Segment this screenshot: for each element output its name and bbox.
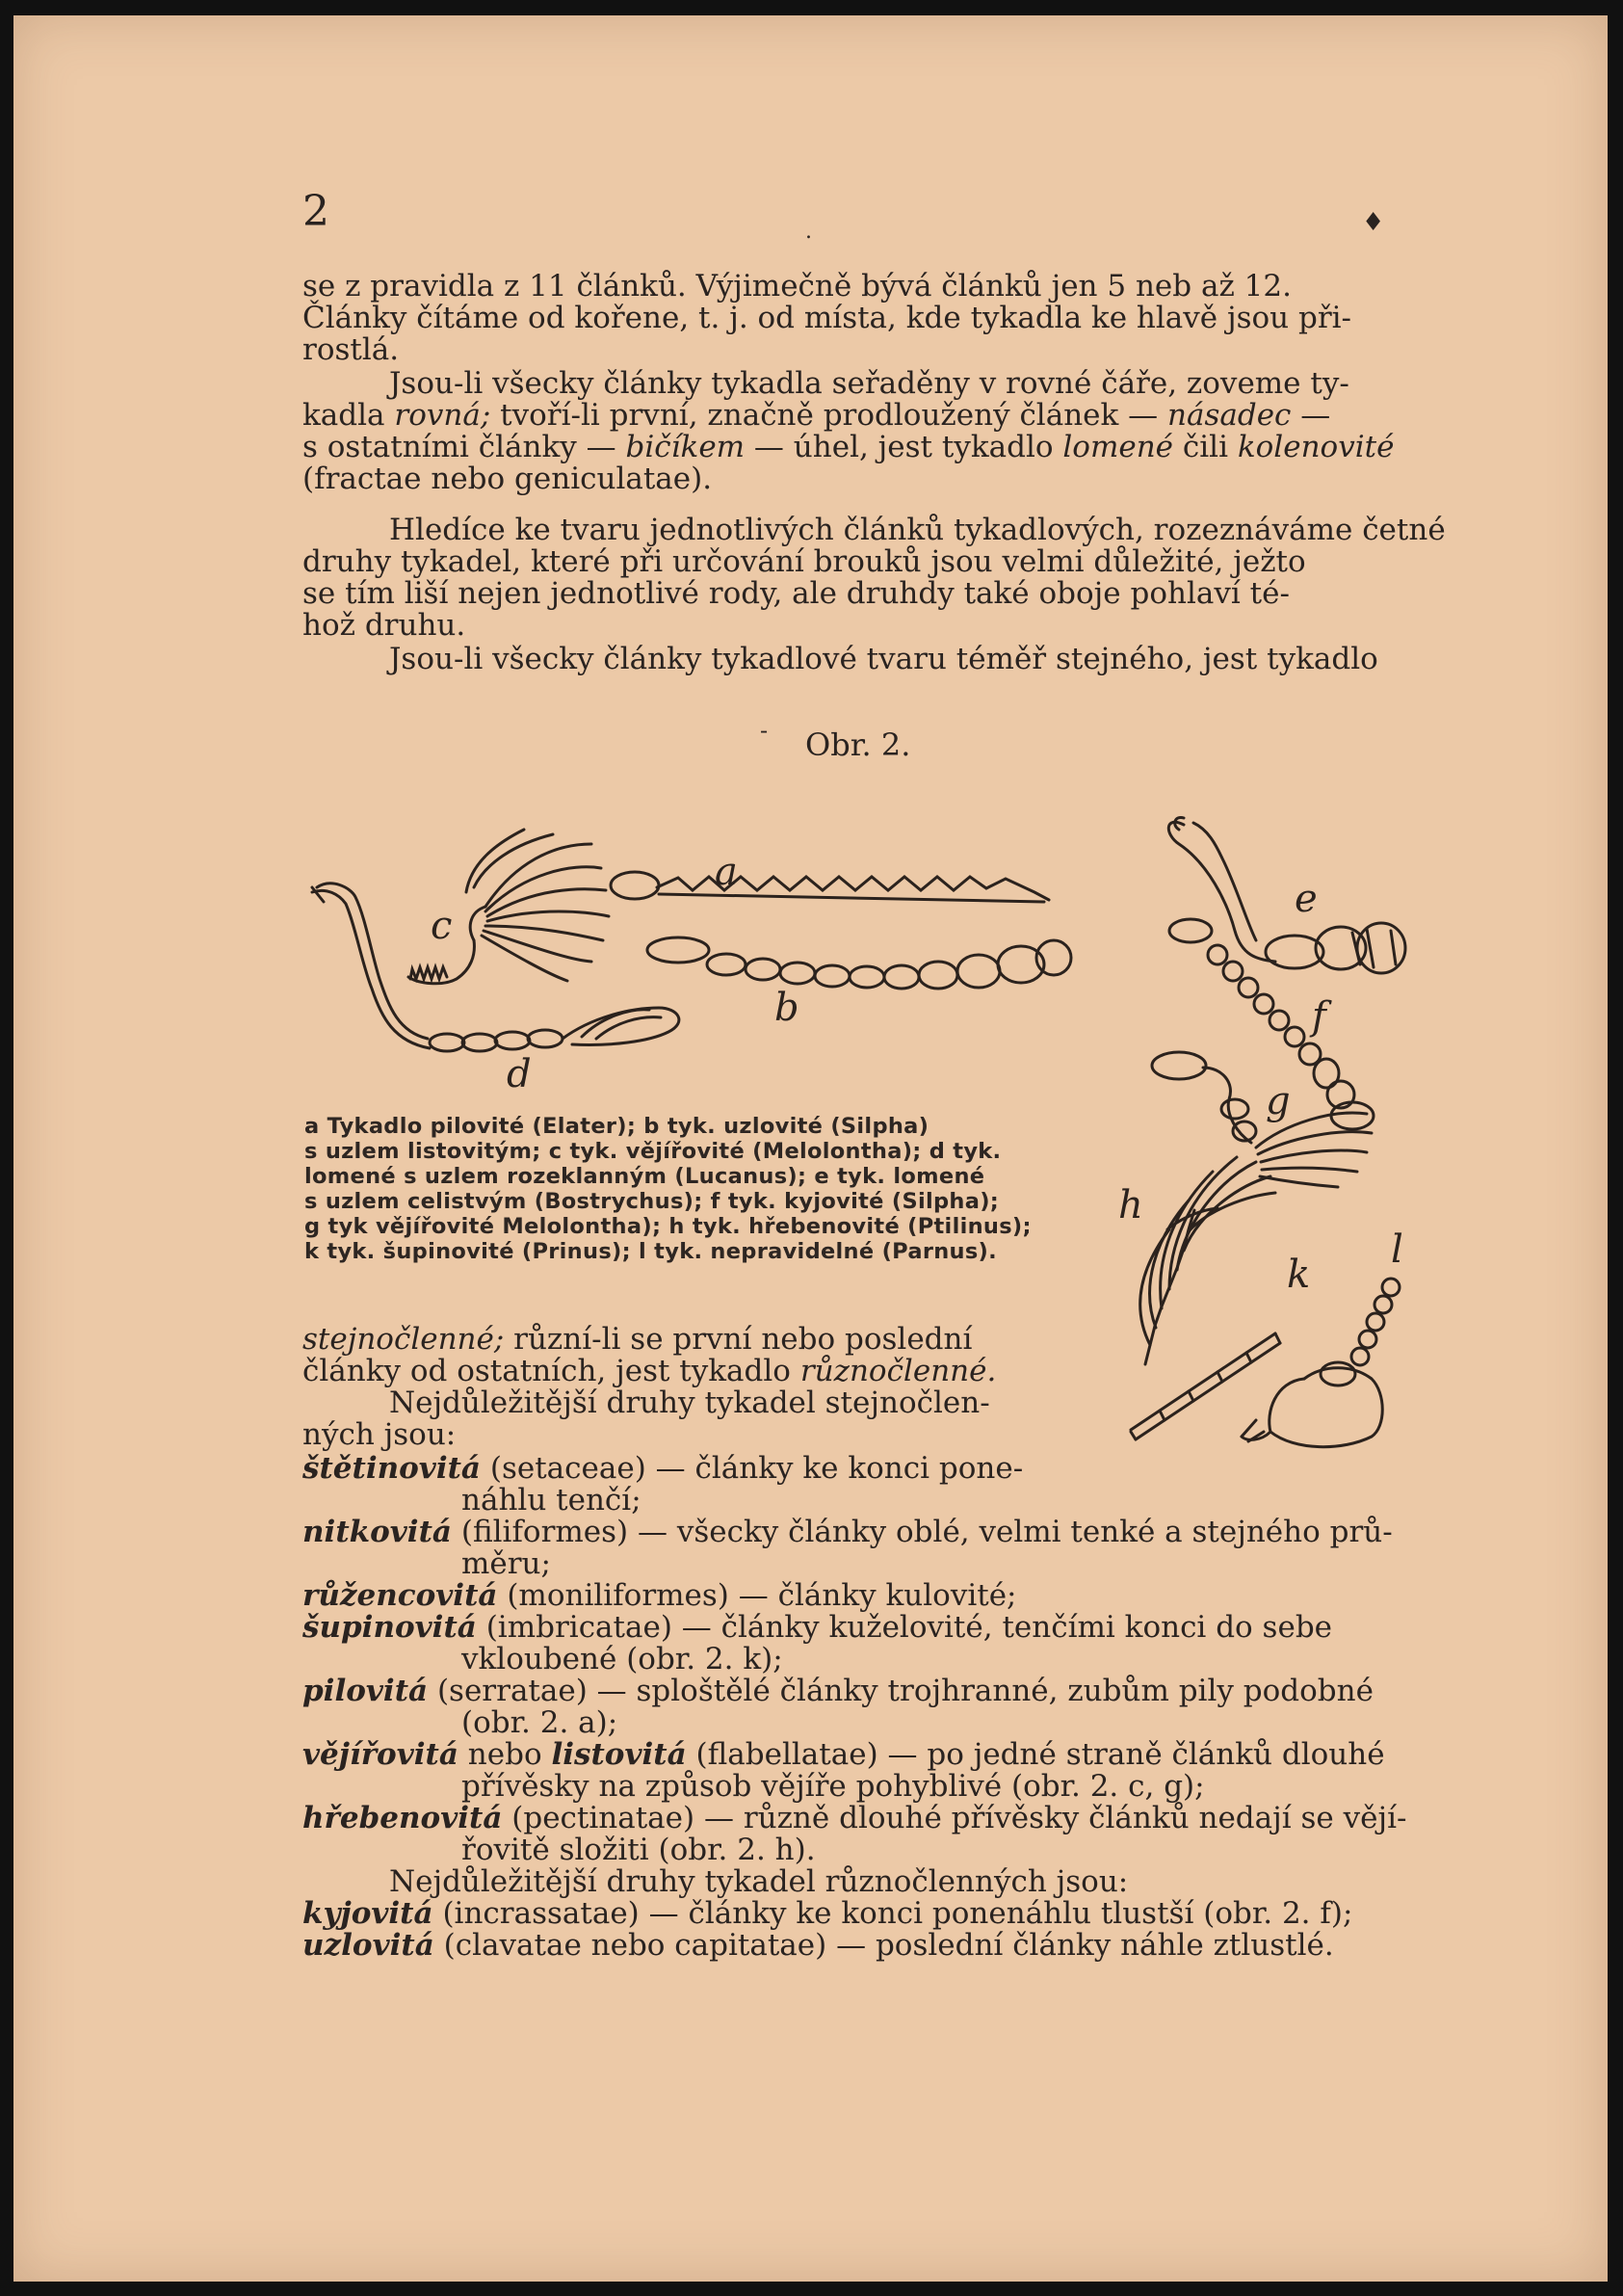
label-e: e (1295, 877, 1318, 921)
text-line: Jsou-li všecky články tykadla seřaděny v rovné čáře, zoveme ty- (389, 366, 1349, 401)
caption-line: s uzlem celistvým (Bostrychus); f tyk. kyjovité (Silpha); (304, 1189, 1000, 1214)
antenna-l-drawing (1242, 1279, 1400, 1447)
narrow-paragraph (302, 1324, 1063, 1451)
label-h: h (1118, 1183, 1143, 1227)
antenna-e-drawing (1168, 817, 1405, 973)
term-pectinatae: hřebenovitá (pectinatae) — různě dlouhé přívěsky článků nedají se vějí- (302, 1801, 1407, 1835)
book-page (13, 15, 1608, 2282)
text-line: Články čítáme od kořene, t. j. od místa, kde tykadla ke hlavě jsou při- (302, 301, 1352, 335)
term-continuation: řovitě složiti (obr. 2. h). (461, 1833, 816, 1867)
term-serratae: pilovitá (serratae) — sploštělé články trojhranné, zubům pily podobné (302, 1674, 1374, 1708)
figure-tick-mark: - (760, 717, 769, 744)
term-continuation: (obr. 2. a); (461, 1705, 618, 1740)
figure-caption (304, 1114, 1075, 1264)
term-setaceae: štětinovitá (setaceae) — články ke konci pone- (302, 1451, 1024, 1486)
text-line: Hledíce ke tvaru jednotlivých článků tykadlových, rozeznáváme četné (389, 513, 1446, 547)
label-a: a (715, 850, 738, 894)
text-line: rostlá. (302, 332, 400, 367)
text-line: články od ostatních, jest tykadlo různočlenné. (302, 1354, 997, 1388)
label-g: g (1266, 1079, 1291, 1123)
uniform-types-list (302, 1453, 1420, 1962)
antenna-k-drawing (1131, 1333, 1280, 1439)
text-line: Nejdůležitější druhy tykadel stejnočlen- (389, 1386, 990, 1420)
label-d: d (507, 1052, 532, 1096)
stray-dot: . (805, 220, 812, 244)
ornament-mark: ♦ (1362, 208, 1385, 237)
caption-line: lomené s uzlem rozeklanným (Lucanus); e tyk. lomené (304, 1164, 985, 1189)
text-line: ných jsou: (302, 1417, 457, 1452)
term-continuation: měru; (461, 1546, 551, 1581)
antenna-a-drawing (611, 872, 1049, 902)
term-flabellatae: vějířovitá nebo listovitá (flabellatae) — po jedné straně článků dlouhé (302, 1737, 1385, 1772)
figure-title: Obr. 2. (805, 726, 911, 763)
term-continuation: náhlu tenčí; (461, 1483, 641, 1517)
caption-line: g tyk vějířovité Melolontha); h tyk. hřebenovité (Ptilinus); (304, 1214, 1032, 1239)
text-line: s ostatními články — bičíkem — úhel, jest tykadlo lomené čili kolenovité (302, 430, 1395, 464)
term-filiformes: nitkovitá (filiformes) — všecky články oblé, velmi tenké a stejného prů- (302, 1515, 1393, 1549)
term-continuation: vkloubené (obr. 2. k); (461, 1642, 783, 1676)
page-number: 2 (302, 187, 329, 236)
term-clavatae: uzlovitá (clavatae nebo capitatae) — poslední články náhle ztlustlé. (302, 1928, 1334, 1963)
caption-line: a Tykadlo pilovité (Elater); b tyk. uzlovité (Silpha) (304, 1114, 929, 1139)
text-line: kadla rovná; tvoří-li první, značně prodloužený článek — násadec — (302, 398, 1331, 433)
term-continuation: přívěsky na způsob vějíře pohyblivé (obr. 2. c, g); (461, 1769, 1205, 1804)
antenna-h-drawing (1140, 1157, 1275, 1364)
label-b: b (774, 986, 799, 1030)
text-line: se tím liší nejen jednotlivé rody, ale druhdy také oboje pohlaví té- (302, 576, 1290, 611)
caption-line: s uzlem listovitým; c tyk. vějířovité (Melolontha); d tyk. (304, 1139, 1002, 1164)
closing-heading: Nejdůležitější druhy tykadel různočlenných jsou: (389, 1864, 1129, 1899)
antenna-d-drawing (312, 884, 679, 1051)
text-line: druhy tykadel, které při určování brouků jsou velmi důležité, ježto (302, 544, 1306, 579)
term-imbricatae: šupinovitá (imbricatae) — články kuželovité, tenčími konci do sebe (302, 1610, 1333, 1645)
caption-line: k tyk. šupinovité (Prinus); l tyk. nepravidelné (Parnus). (304, 1239, 997, 1264)
antenna-figure (13, 15, 1608, 1518)
antenna-b-drawing (647, 937, 1071, 989)
label-c: c (431, 904, 453, 948)
label-f: f (1312, 994, 1326, 1039)
text-line: (fractae nebo geniculatae). (302, 462, 713, 496)
text-line: Jsou-li všecky články tykadlové tvaru téměř stejného, jest tykadlo (389, 642, 1378, 676)
term-incrassatae: kyjovitá (incrassatae) — články ke konci ponenáhlu tlustší (obr. 2. f); (302, 1896, 1353, 1931)
text-line: stejnočlenné; různí-li se první nebo poslední (302, 1322, 973, 1357)
text-line: se z pravidla z 11 článků. Výjimečně bývá článků jen 5 neb až 12. (302, 269, 1292, 303)
text-line: hož druhu. (302, 608, 466, 643)
label-l: l (1391, 1227, 1403, 1272)
term-moniliformes: růžencovitá (moniliformes) — články kulovité; (302, 1578, 1017, 1613)
label-k: k (1287, 1253, 1311, 1297)
